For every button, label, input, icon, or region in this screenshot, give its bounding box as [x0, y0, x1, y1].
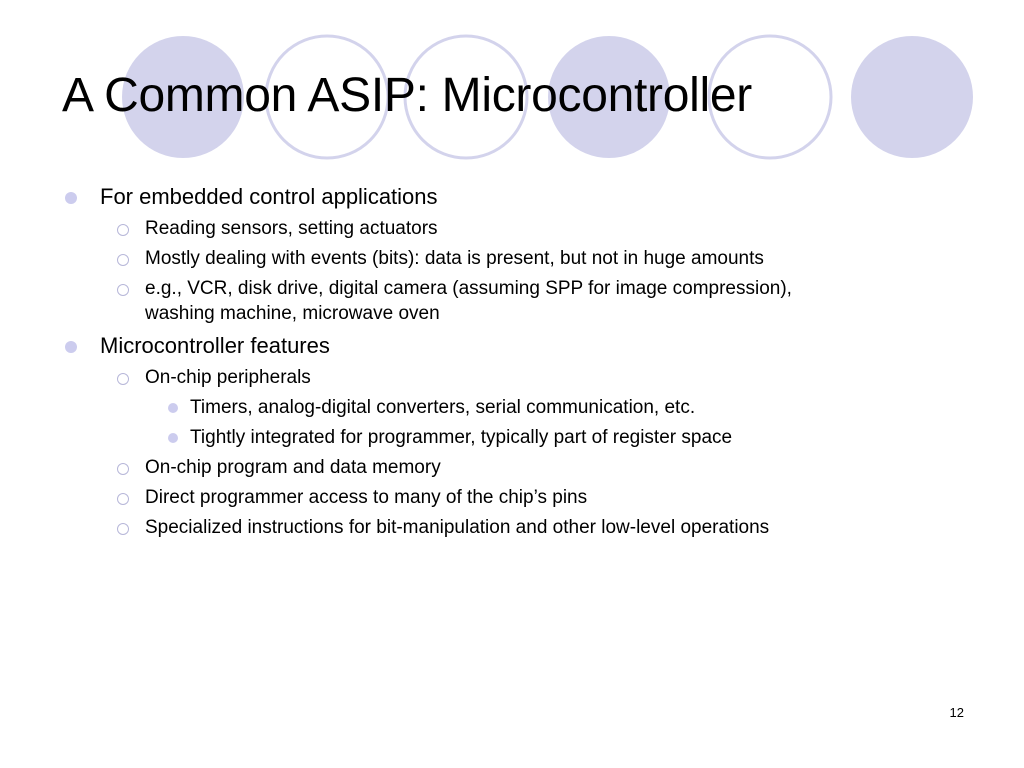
bullet-ring-icon: [117, 284, 129, 296]
bullet-disc-icon: [65, 192, 77, 204]
page-number: 12: [949, 705, 964, 720]
sub-bullet-pin-access: Direct programmer access to many of the chip’s pins: [145, 487, 588, 508]
sub-bullet-examples-line2: washing machine, microwave oven: [145, 303, 440, 324]
slide-title: A Common ASIP: Microcontroller: [62, 69, 752, 122]
bullet-disc-icon: [168, 433, 178, 443]
sub-bullet-sensors: Reading sensors, setting actuators: [145, 218, 438, 239]
sub-bullet-peripherals: On-chip peripherals: [145, 367, 311, 388]
sub-bullet-examples-line1: e.g., VCR, disk drive, digital camera (assuming SPP for image compression),: [145, 278, 792, 299]
sub-sub-bullet-timers: Timers, analog-digital converters, serial communication, etc.: [190, 397, 696, 418]
bullet-ring-icon: [117, 254, 129, 266]
bullet-disc-icon: [168, 403, 178, 413]
bullet-ring-icon: [117, 493, 129, 505]
sub-bullet-events: Mostly dealing with events (bits): data is present, but not in huge amounts: [145, 248, 764, 269]
bullet-ring-icon: [117, 523, 129, 535]
sub-bullet-memory: On-chip program and data memory: [145, 457, 441, 478]
bullet-microcontroller-features: Microcontroller features: [100, 333, 330, 358]
bullet-ring-icon: [117, 463, 129, 475]
bullet-embedded-control: For embedded control applications: [100, 184, 438, 209]
sub-sub-bullet-integrated: Tightly integrated for programmer, typically part of register space: [190, 427, 733, 448]
bullet-ring-icon: [117, 224, 129, 236]
sub-bullet-instructions: Specialized instructions for bit-manipulation and other low-level operations: [145, 517, 770, 538]
bullet-disc-icon: [65, 341, 77, 353]
bullet-ring-icon: [117, 373, 129, 385]
